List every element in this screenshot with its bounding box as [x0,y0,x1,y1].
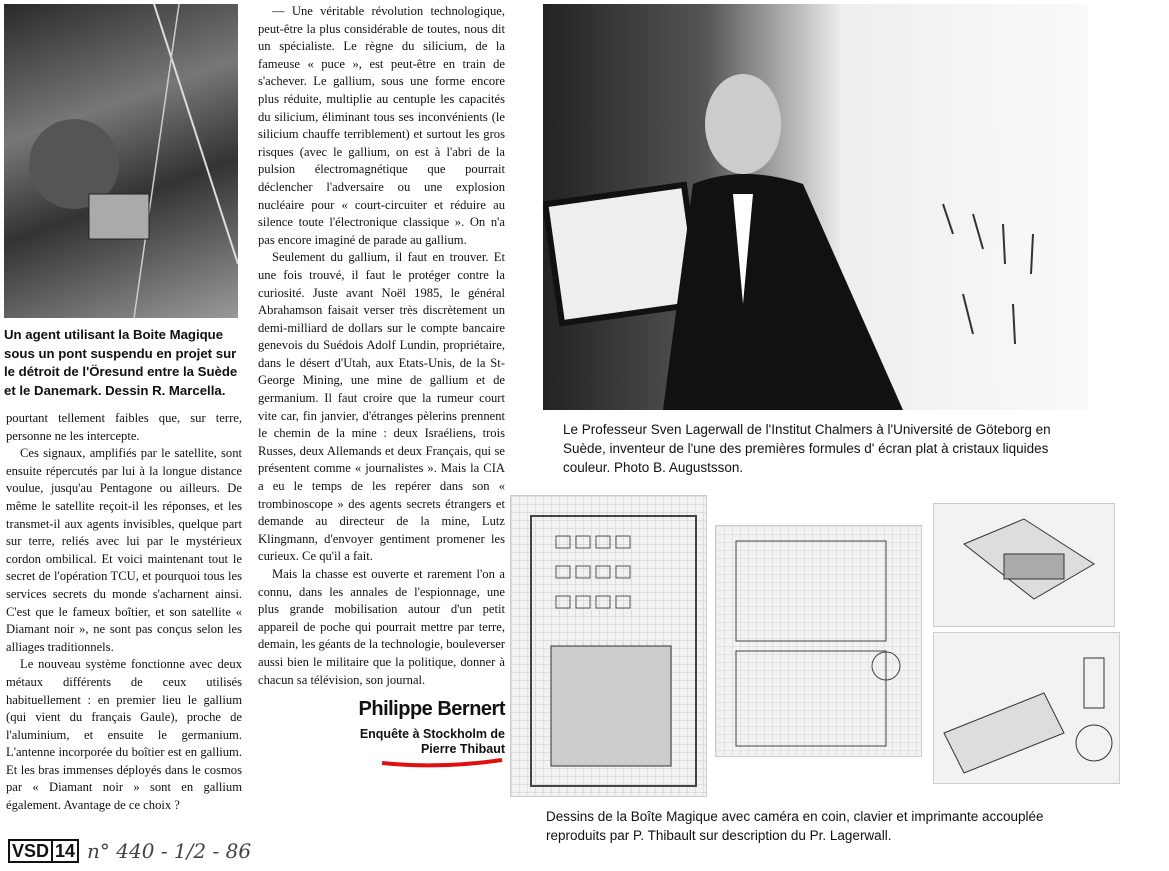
drawing-device-keyboard [510,495,707,797]
article-middle-column [258,3,505,689]
magazine-folio [8,839,79,863]
footer [4,838,252,863]
paragraph: Mais la chasse est ouverte et rarement l'on a connu, dans les annales de l'espionnage, une plus grande mobilisation autour d'un petit appareil de poche qui pourrait mettre par terre, demain, les géants de la technologie, bouleverser aussi bien le militaire que la politique, donner à chacun sa télévision, son journal. [258,567,505,687]
author-name: Philippe Bernert [358,698,505,721]
photo-caption: Le Professeur Sven Lagerwall de l'Institut Chalmers à l'Université de Göteborg en Suède, inventeur de l'une des premières formules d' écran plat à cristaux liquides couleur. Photo B. Augustsson. [563,422,1051,475]
drawing-printer-detail [933,632,1120,784]
illustration-agent-bridge [4,4,238,318]
magazine-logo: VSD [8,839,53,863]
page-number: 14 [53,839,79,863]
illustration-sketch [4,4,238,318]
illustration-caption: Un agent utilisant la Boite Magique sous un pont suspendu en projet sur le détroit de l'Öresund entre la Suède et le Danemark. Dessin R. Marcella. [4,327,238,398]
credit-line [258,727,505,757]
paragraph: Le nouveau système fonctionne avec deux métaux différents de ceux utilisés habituellement : en premier lieu le gallium (qui vient du français Gaule), proche de l'aluminium, et ensuite le germanium. L'antenne incorporée du boîtier est en gallium. Et les bras immenses déployés dans le cosmos par « Diamant noir » sont en gallium également. Avantage de ce choix ? [6,657,242,813]
paragraph: — Une véritable révolution technologique, peut-être la plus considérable de toutes, nous dit un spécialiste. Le règne du silicium, de la fameuse « puce », est peut-être en train de s'achever. Le gallium, sous une forme encore plus réduite, multiplie au centuple les capacités du silicium, éliminant tous ses inconvénients (le silicium chauffe terriblement) et surtout les gros risques (avec le gallium, on est à l'abri de la pulsion électromagnétique que pourrait déclencher l'adversaire ou une explosion nucléaire pour « court-circuiter et réduire au silence toute l'électronique classique ». On n'a pas encore imaginé de parade au gallium. [258,4,505,247]
drawing-printer-top [933,503,1115,627]
middle-flow [258,3,505,773]
credit-line-1: Enquête à Stockholm de [359,727,505,742]
handwritten-note: n° 440 - 1/2 - 86 [87,838,252,863]
drawings-caption: Dessins de la Boîte Magique avec caméra en coin, clavier et imprimante accouplée reproduits par P. Thibault sur description du Pr. Lagerwall. [546,809,1044,843]
red-underline [380,757,505,773]
paragraph: Seulement du gallium, il faut en trouver. Et une fois trouvé, il faut le protéger contre la curiosité. Juste avant Noël 1985, le général Abrahamson faisait verser très discrètement un demi-milliard de dollars sur le compte bancaire genevois du Suédois Adolf Lundin, propriétaire, dans le désert d'Utah, aux Etats-Unis, de la St-George Mining, une mine de gallium et de germanium. Il faut croire que la rumeur court vite car, fin janvier, d'étranges pèlerins prennent le chemin de la mine : deux Israéliens, trois Russes, deux Allemands et deux Français, qui se présentent comme « journalistes ». Mais la CIA a eu le temps de les repérer dans son « trombinoscope » des agents secrets étrangers et demande au directeur de la mine, Lutz Klingmann, d'envoyer gentiment promener les curieux. Ce qu'il a fait. [258,250,505,564]
paragraph: Ces signaux, amplifiés par le satellite, sont ensuite répercutés par lui à la longue distance voulue, jusqu'au Pentagone ou ailleurs. De même le satellite reçoit-il les réponses, et les transmet-il aux agents invisibles, quelque part sur terre, reliés avec lui par le mystérieux cordon ombilical. Et voici maintenant tout le secret de l'opération TCU, et pourquoi tous les services secrets du monde s'acharnent ainsi. C'est que le fameux boîtier, et son satellite « Diamant noir », ne sont pas conçus selon les alliages traditionnels. [6,446,242,654]
left-flow [4,326,252,863]
article-left-column [4,410,242,815]
drawing-device-open [715,525,922,757]
credit-line-2: Pierre Thibaut [420,742,505,757]
paragraph: pourtant tellement faibles que, sur terre, personne ne les intercepte. [6,411,242,443]
photo-lagerwall [543,4,1088,410]
photo-sketch [543,4,1088,410]
